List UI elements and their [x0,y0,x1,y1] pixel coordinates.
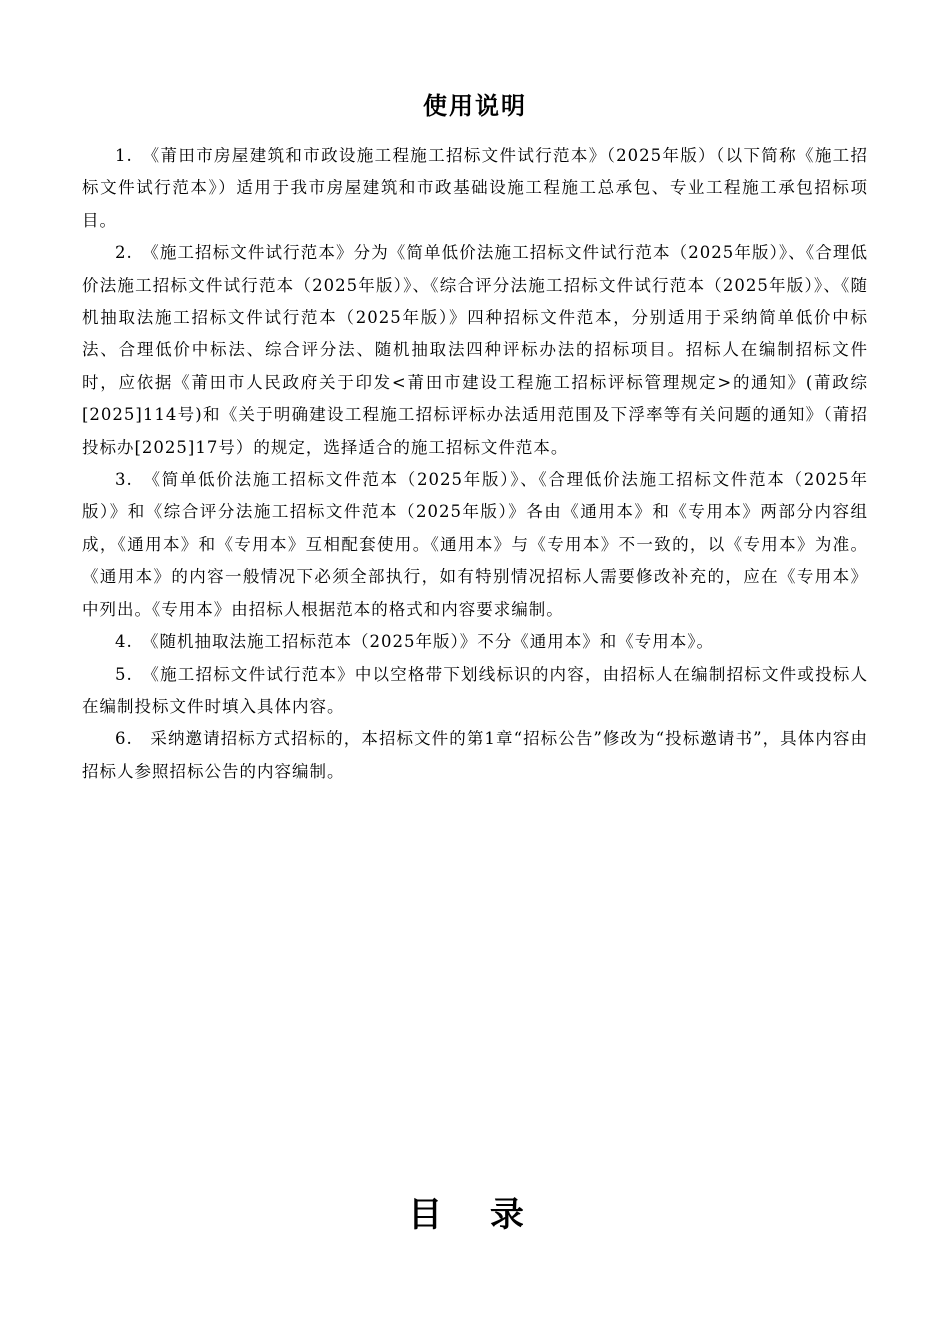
instructions-body [82,140,868,788]
paragraph-3: 3. 《简单低价法施工招标文件范本（2025年版）》、《合理低价法施工招标文件范本（2025年版）》和《综合评分法施工招标文件范本（2025年版）》各由《通用本》和《专用本》两部分内容组成，《通用本》和《专用本》互相配套使用。《通用本》与《专用本》不一致的，以《专用本》为准。《通用本》的内容一般情况下必须全部执行，如有特别情况招标人需要修改补充的，应在《专用本》中列出。《专用本》由招标人根据范本的格式和内容要求编制。 [82,470,868,619]
paragraph-4: 4. 《随机抽取法施工招标范本（2025年版）》不分《通用本》和《专用本》。 [115,632,714,652]
paragraph-2: 2. 《施工招标文件试行范本》分为《简单低价法施工招标文件试行范本（2025年版）》、《合理低价法施工招标文件试行范本（2025年版）》、《综合评分法施工招标文件试行范本（2025年版）》、《随机抽取法施工招标文件试行范本（2025年版）》四种招标文件范本，分别适用于采纳简单低价中标法、合理低价中标法、综合评分法、随机抽取法四种评标办法的招标项目。招标人在编制招标文件时，应依据《莆田市人民政府关于印发<莆田市建设工程施工招标评标管理规定>的通知》(莆政综[2025]114号)和《关于明确建设工程施工招标评标办法适用范围及下浮率等有关问题的通知》（莆招投标办[2025]17号）的规定，选择适合的施工招标文件范本。 [82,243,868,457]
paragraph-1: 1. 《莆田市房屋建筑和市政设施工程施工招标文件试行范本》（2025年版）（以下简称《施工招标文件试行范本》）适用于我市房屋建筑和市政基础设施工程施工总承包、专业工程施工承包招标项目。 [82,146,868,230]
paragraph-6: 6. 采纳邀请招标方式招标的，本招标文件的第1章“招标公告”修改为“投标邀请书”，具体内容由招标人参照招标公告的内容编制。 [82,729,868,781]
page-title: 使用说明 [423,92,527,120]
toc-heading: 目 录 [408,1195,542,1235]
paragraph-5: 5. 《施工招标文件试行范本》中以空格带下划线标识的内容，由招标人在编制招标文件或投标人在编制投标文件时填入具体内容。 [82,664,868,716]
